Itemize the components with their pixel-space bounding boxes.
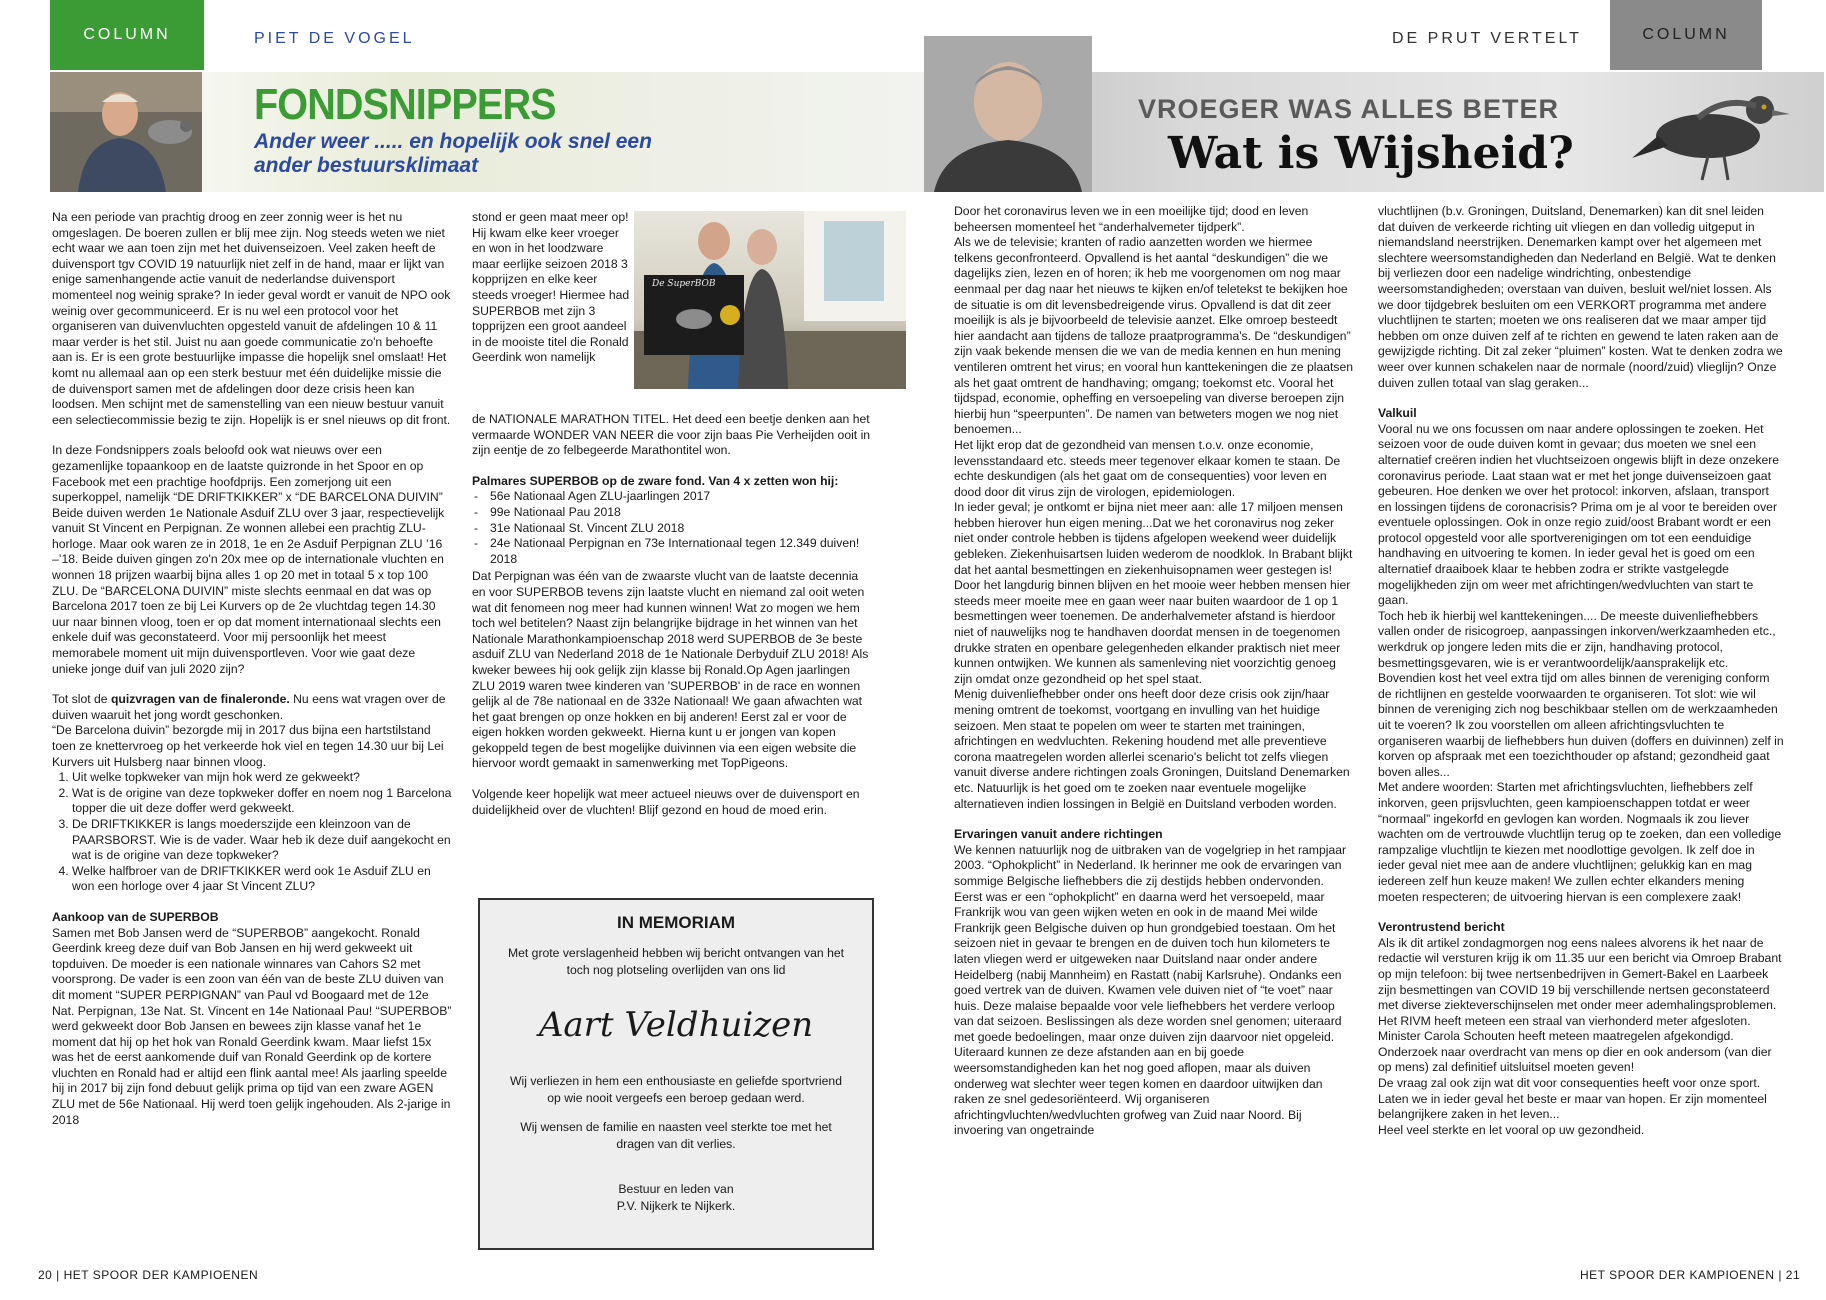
palmares-item: - 31e Nationaal St. Vincent ZLU 2018: [490, 521, 874, 537]
palmares-item: - 56e Nationaal Agen ZLU-jaarlingen 2017: [490, 489, 874, 505]
paragraph: Na een periode van prachtig droog en zeer zonnig weer is het nu omgeslagen. De boeren zullen er blij mee zijn. Nog steeds weten we niet echt waar we aan toen zijn met het duivenseizoen. Veel zaken heeft de duivensport tgv COVID 19 natuurlijk niet zelf in de hand, maar er lijkt van enige samenhangende actie vanuit de nederlandse duivensport momenteel nog weinig sprake? In ieder geval wordt er vanuit de NPO ook weinig over gecommuniceerd. Er is nu wel een protocol voor het organiseren van duivenvluchten opgesteld vanuit de afdelingen 10 & 11 maar verder is het stil. Juist nu aan goede communicatie zo'n behoefte aan is. Er is een grote bestuurlijke impasse die hopelijk snel omslaat! Het komt nu allemaal aan op een sterk bestuur met één duidelijke missie die de duivensport samen met de afdelingen door deze crisis heen kan loodsen. Men schijnt met de samenstelling van een nieuw bestuur vanuit een selectiecommissie bezig te zijn. Hopelijk is er snel nieuws op dit front.: [52, 210, 451, 427]
column-tag-text: COLUMN: [83, 26, 171, 43]
paragraph: Door het coronavirus leven we in een moeilijke tijd; dood en leven beheersen momenteel het “anderhalvemeter tijdperk”.: [954, 204, 1309, 234]
paragraph: Volgende keer hopelijk wat meer actueel nieuws over de duivensport en duidelijkheid over de vluchten! Blijf gezond en houd de moed erin.: [472, 787, 860, 817]
right-column-1: [954, 204, 1354, 1154]
right-column-2: [1378, 204, 1784, 1138]
quiz-question: 4. Welke halfbroer van de DRIFTKIKKER werd ook 1e Asduif ZLU en won een horloge over 4 jaar St Vincent ZLU?: [72, 864, 454, 895]
paragraph: “De Barcelona duivin” bezorgde mij in 2017 dus bijna een hartstilstand toen ze knettervroeg op het verkeerde hok viel en tegen 14.30 uur bij Lei Kurvers uit Hulsberg naar binnen vloog.: [52, 723, 444, 769]
text-span: Tot slot de: [52, 692, 111, 707]
memoriam-signoff-1: Bestuur en leden van: [618, 1182, 734, 1196]
quiz-question-list: [52, 770, 454, 895]
paragraph: In deze Fondsnippers zoals beloofd ook wat nieuws over een gezamenlijke topaankoop en de laatste quizronde in het Spoor en op Facebook met een prachtige hoofdprijs. Een zomerjong uit een superkoppel, namelijk “DE DRIFTKIKKER” x “DE BARCELONA DUIVIN” Beide duiven werden 1e Nationale Asduif ZLU over 3 jaar, respectievelijk vanuit St Vincent en Perpignan. Ze wonnen allebei een prachtig ZLU-horloge. Maar ook waren ze in 2018, 1e en 2e Asduif Perpignan ZLU ’16 –’18. Beide duiven gingen zo'n 20x mee op de internationale vluchten en wonnen 18 prijzen waarbij bijna alles 1 op 20 met in totaal 5 x top 100 ZLU. De “BARCELONA DUIVIN” miste slechts eenmaal en dat was op Barcelona 2017 toen ze bij Lei Kurvers op de 2e vluchtdag tegen 14.30 uur naar binnen vloog, toen er op dat moment internationaal slechts een enkele duif was geconstateerd. Voor mij persoonlijk het meest memorabele moment uit mijn duivensportleven. Voor wie gaat deze unieke jonge duif van juli 2020 zijn?: [52, 443, 445, 676]
memoriam-text-2: Wij wensen de familie en naasten veel sterkte toe met het dragen van dit verlies.: [520, 1120, 832, 1151]
photo-poster-text: De SuperBOB: [652, 279, 716, 289]
quiz-question: 1. Uit welke topkweker van mijn hok werd ze gekweekt?: [72, 770, 454, 786]
paragraph: Met andere woorden: Starten met africhtingsvluchten, liefhebbers zelf inkorven, geen prijsvluchten, geen kampioenschappen totdat er weer “normaal” ingekorfd en gevlogen kan worden. Nogmaals ik zou liever wachten om de vertrouwde vluchtlijn terug op te zoeken, dan een volledige rampzalige vluchtlijn te kiezen met noodlottige gevolgen. Ik zelf doe in ieder geval niet mee aan de andere vluchtlijnen; gelukkig kan en mag iedereen zelf hun keuze maken! We zullen echter elkanders mening moeten respecteren; de uitvoering hiervan is een complexere zaak!: [1378, 780, 1782, 904]
paragraph: Het lijkt erop dat de gezondheid van mensen t.o.v. onze economie, levensstandaard etc. steeds meer tegenover elkaar komen te staan. De echte deskundigen (als het gaat om de consequenties) voor leven en dood door dit virus zijn de virologen, epidemiologen.: [954, 437, 1341, 499]
paragraph: De vraag zal ook zijn wat dit voor consequenties heeft voor onze sport. Laten we in ieder geval het beste er maar van hopen. Er zijn momenteel belangrijkere zaken in het leven...: [1378, 1076, 1767, 1122]
paragraph: vluchtlijnen (b.v. Groningen, Duitsland, Denemarken) kan dit snel leiden dat duiven de verkeerde richting uit vliegen en dan volledig uitgeput in niemandsland neerstrijken. Denemarken kampt over het algemeen met slechtere weersomstandigheden dan Nederland en België. Wat te denken bij verliezen door een nadelige windrichting, onbestendige weersomstandigheden; overstaan van duiven, besluit wel/niet lossen. Als we door tijdgebrek besluiten om een VERKORT programma met andere vluchtlijnen te starten; moeten we ons realiseren dat we maar amper tijd hebben om onze duiven zelf af te richten en gewend te laten raken aan de gewijzigde richting. Dit zal zeker “pluimen” kosten. Wat te denken zodra we weer over kunnen schakelen naar de normale (noord/zuid) vlieglijn? Onze duiven zullen totaal van slag geraken...: [1378, 204, 1783, 390]
paragraph: de NATIONALE MARATHON TITEL. Het deed een beetje denken aan het vermaarde WONDER VAN NEER die voor zijn baas Pie Verheijden ooit in zijn eentje de zo felbegeerde Marathontitel won.: [472, 412, 871, 458]
paragraph: In ieder geval; je ontkomt er bijna niet meer aan: alle 17 miljoen mensen hebben hierover hun eigen mening...Dat we het coronavirus nog zeker niet onder controle hebben is tijdens afgelopen weekend weer duidelijk gebleken. Ziekenhuisartsen luiden wederom de noodklok. In Brabant blijkt dat het aantal besmettingen en ziekenhuisopnamen weer gestegen is! Door het langdurig binnen blijven en het mooie weer hebben mensen hier steeds meer moeite mee en gaan weer naar buiten waardoor de 1 op 1 besmettingen weer toenemen. De anderhalvemeter afstand is hierdoor niet of nauwelijks nog te handhaven doordat mensen in de toegenomen drukke straten en openbare gelegenheden elkander praktisch niet meer kunnen ontwijken. We kunnen als samenleving niet voorzichtig genoeg zijn omdat onze gezondheid op het spel staat.: [954, 500, 1353, 686]
photo-graphic: [634, 211, 906, 389]
memoriam-intro: Met grote verslagenheid hebben wij bericht ontvangen van het toch nog plotseling overlijden van ons lid: [507, 946, 845, 977]
page-footer-left: 20 | HET SPOOR DER KAMPIOENEN: [38, 1268, 259, 1282]
paragraph: Heel veel sterkte en let vooral op uw gezondheid.: [1378, 1122, 1645, 1137]
paragraph: Als we de televisie; kranten of radio aanzetten worden we hiermee telkens geconfronteerd. Opvallend is het aantal “deskundigen” die we dagelijks zien, lezen en of horen; ik heb me voorgenomen om nog maar eenmaal per dag naar het nieuws te kijken en/of teletekst te bekijken hoe de situatie is om dit levensbedreigende virus. Opvallend is dat dit zeer moeilijk is als je bijvoorbeeld de televisie aanzet. Elke omroep besteedt hier aandacht aan tijdens de talloze praatprogramma's. De “deskundigen” zijn vaak bekende mensen die we van de media kennen en hun mening ventileren omtrent het virus; en vooral hun kanttekeningen die ze plaatsen als het gaat omtrent de handhaving; omgang; toekomst etc. Vooral het tijdspad, economie, opheffing en versoepeling van diverse beroepen zijn hierbij hun “speerpunten”. De namen van betweters mogen we nog niet benoemen...: [954, 235, 1354, 437]
author-byline-right: DE PRUT VERTELT: [1392, 30, 1582, 47]
article-title-right: Wat is Wijsheid?: [1168, 128, 1574, 179]
palmares-list: [472, 489, 874, 567]
left-column-1: [52, 210, 454, 1143]
memoriam-text-1: Wij verliezen in hem een enthousiaste en geliefde sportvriend op wie nooit vergeefs een beroep gedaan werd.: [510, 1074, 842, 1105]
author-byline-left: PIET DE VOGEL: [254, 30, 415, 47]
paragraph: [52, 692, 454, 723]
paragraph: Vooral nu we ons focussen om naar andere oplossingen te zoeken. Het seizoen voor de oude duiven komt in gevaar; dus moeten we snel een alternatief creëren indien het vluchtseizoen ongewis blijft in deze onzekere coronavirus periode. Laat staan wat er met het jonge duivenseizoen gaat gebeuren. Hoe denken we over het protocol: inkorven, afslaan, transport en lossingen tijdens de coronacrisis? Prima om je al voor te bereiden over eventuele oplossingen. Ook in onze regio zuid/oost Brabant wordt er een protocol opgesteld voor alle sportverenigingen om tot een eenduidige handhaving en uitvoering te komen. In ieder geval het is goed om een alternatief draaiboek klaar te hebben zodra er strikte vastgelegde mogelijkheden zijn om weer met africhtingen/wedvluchten van start te gaan.: [1378, 421, 1780, 608]
section-heading: Verontrustend bericht: [1378, 920, 1505, 935]
section-heading: Valkuil: [1378, 406, 1417, 421]
column-tag-right: [1610, 0, 1762, 70]
palmares-heading: Palmares SUPERBOB op de zware fond. Van 4 x zetten won hij:: [472, 473, 839, 488]
left-column-2: [472, 412, 874, 833]
quiz-question: 3. De DRIFTKIKKER is langs moederszijde een kleinzoon van de PAARSBORST. Wie is de vader. Waar heb ik deze duif aangekocht en wat is de origine van deze topkweker?: [72, 817, 454, 864]
author-portrait-graphic: [50, 72, 202, 192]
text-span: Nu eens wat vragen over de duiven waaruit het jong wordt geschonken.: [52, 692, 446, 722]
memoriam-name: Aart Veldhuizen: [538, 1005, 814, 1045]
superbob-photo: [634, 211, 906, 389]
author-photo-right: [924, 36, 1092, 192]
palmares-item: - 99e Nationaal Pau 2018: [490, 505, 874, 521]
paragraph: Menig duivenliefhebber onder ons heeft door deze crisis ook zijn/haar mening omtrent de toekomst, voortgang en invulling van het huidige seizoen. Men staat te popelen om weer te starten met trainingen, africhtingen en wedvluchten. Rekening houdend met alle preventieve corona maatregelen worden allerlei scenario's belicht tot zelfs vliegen vanuit diverse andere richtingen zoals Groningen, Duitsland Denemarken etc. Natuurlijk is het goed om te zoeken naar eventuele mogelijke alternatieven indien lossingen in België en Duitsland verboden worden.: [954, 687, 1350, 811]
subtitle-line-1: Ander weer ..... en hopelijk ook snel een: [254, 130, 652, 153]
paragraph: Dat Perpignan was één van de zwaarste vlucht van de laatste decennia en voor SUPERBOB tevens zijn laatste vlucht en niemand zal ooit weten wat dit fenomeen nog meer had kunnen winnen! Wat zo mogen we hem toch wel betitelen? Naast zijn belangrijke bijdrage in het winnen van het Nationale Marathonkampioenschap 2018 werd SUPERBOB de 3e beste asduif ZLU van Nederland 2018 de 1e Nationale Derbyduif ZLU 2018! Als kweker bewees hij ook gelijk zijn klasse bij Ronald.Op Agen jaarlingen ZLU 2019 waren twee kinderen van 'SUPERBOB' in de race en wonnen gelijk al de 78e nationaal en de 332e Nationaal! We gaan afwachten wat het gaat brengen op onze hokken en bij anderen! Eerst zal er voor de eigen hokken worden gekweekt. Hierna kunt u er jongen van kopen gekoppeld tegen de best mogelijke duivinnen via een eigen website die hiervoor wordt gemaakt in samenwerking met TopPigeons.: [472, 569, 869, 771]
section-heading: Aankoop van de SUPERBOB: [52, 909, 219, 924]
memoriam-title: IN MEMORIAM: [616, 913, 736, 932]
article-title-left: FONDSNIPPERS: [254, 80, 556, 129]
paragraph: Toch heb ik hierbij wel kanttekeningen.... De meeste duivenliefhebbers vallen onder de risicogroep, aanpassingen inkorven/werkzaamheden etc., werkdruk op jongere leden mits die er zijn, handhaving protocol, besmettingsgevaren, wie is er verantwoordelijk/aansprakelijk etc. Bovendien kost het veel extra tijd om alles binnen de vereniging conform de richtlijnen en gestelde voorwaarden te organiseren. Tot slot: wie wil binnen de vereniging zich nog beschikbaar stellen om de werkzaamheden uit te voeren? Ik zou voorstellen om alleen africhtingsvluchten te organiseren waarbij de liefhebbers hun duiven (doffers en duivinnen) zelf in korven op afspraak met een toezichthouder op afstand; gezondheid gaat boven alles...: [1378, 608, 1784, 779]
paragraph: Als ik dit artikel zondagmorgen nog eens nalees alvorens ik het naar de redactie wil versturen krijg ik om 11.35 uur een bericht via Omroep Brabant op mijn telefoon: bij twee nertsenbedrijven in Gemert-Bakel en Laarbeek zijn besmettingen van COVID 19 bij verschillende nertsen geconstateerd met diverse ziekteverschijnselen met onder meer ademhalingsproblemen. Het RIVM heeft meteen een straal van vierhonderd meter afgesloten. Minister Carola Schouten heeft meteen maatregelen afgekondigd. Onderzoek naar overdracht van mens op dier en ook andersom (van dier op mens) zal definitief uitsluitsel moeten geven!: [1378, 935, 1782, 1075]
kicker-right: VROEGER WAS ALLES BETER: [1138, 94, 1560, 124]
palmares-item: - 24e Nationaal Perpignan en 73e Internationaal tegen 12.349 duiven! 2018: [490, 536, 874, 567]
paragraph: stond er geen maat meer op! Hij kwam elke keer vroeger en won in het loodzware maar eerlijke seizoen 2018 3 kopprijzen en elke keer steeds vroeger! Hiermee had SUPERBOB met zijn 3 topprijzen een groot aandeel in de mooiste titel die Ronald Geerdink won namelijk: [472, 210, 630, 365]
section-heading: Ervaringen vanuit andere richtingen: [954, 827, 1163, 842]
quiz-question: 2. Wat is de origine van deze topkweker doffer en noem nog 1 Barcelona topper die uit deze doffer werd gekweekt.: [72, 786, 454, 817]
article-subtitle-left: [254, 130, 652, 178]
text-bold: quizvragen van de finaleronde.: [110, 692, 290, 707]
page-footer-right: HET SPOOR DER KAMPIOENEN | 21: [1580, 1268, 1801, 1282]
pigeon-icon: [1628, 76, 1798, 186]
paragraph: Samen met Bob Jansen werd de “SUPERBOB” aangekocht. Ronald Geerdink kreeg deze duif van Bob Jansen en hij werd gekweekt uit topduiven. De moeder is een nationale winnares van Cahors S2 met voorsprong. De vader is een zoon van één van de beste ZLU duiven van dit moment “SUPER PERPIGNAN” van Paul vd Boogaard met de 12e Nat. Perpignan, 13e Nat. St. Vincent en 14e Nationaal Pau! “SUPERBOB” werd gekweekt door Bob Jansen en bewees zijn klasse vanaf het 1e moment dat hij op het hok van Ronald Geerdink kwam. Maar liefst 15x was het de eerst aankomende duif van Ronald Geerdink op de kortere vluchten en Ronald had er altijd een flink aantal mee! Als jaarling speelde hij in 2017 bij zijn fond debuut gelijk prima op tijd van een zware AGEN ZLU met de 56e Nationaal. Hij werd toen gelijk ingehouden. Als 2-jarige in 2018: [52, 925, 452, 1127]
in-memoriam-box: [478, 898, 874, 1250]
column-tag-text-right: COLUMN: [1642, 26, 1730, 43]
left-column-2-top: [472, 210, 632, 381]
column-tag-left: [50, 0, 204, 70]
author-photo-left: [50, 72, 202, 192]
paragraph: We kennen natuurlijk nog de uitbraken van de vogelgriep in het rampjaar 2003. “Ophokplicht” in Nederland. Ik herinner me ook de ervaringen van sommige Belgische liefhebbers die zij destijds hebben ondervonden. Eerst was er een “ophokplicht” en daarna werd het versoepeld, maar Frankrijk wou van geen wijken weten en ook in de maand Mei wilde Frankrijk geen Belgische duiven op hun grondgebied toestaan. Om het seizoen niet in gevaar te brengen en de duiven toch hun kilometers te laten vliegen werd er uitgeweken naar Duitsland naar onder andere Heidelberg (nabij Mannheim) en Rastatt (nabij Karlsruhe). Ondanks een goed vertrek van de duiven. Kwamen vele duiven niet of “te voet” naar huis. Deze malaise bepaalde voor vele liefhebbers het verdere verloop van dat seizoen. Beslissingen als deze worden snel genomen; uiteraard met goede bedoelingen, maar onze duiven zijn daarvoor niet opgeleid. Uiteraard kunnen ze deze afstanden aan en bij goede weersomstandigheden kan het nog goed aflopen, maar als duiven onderweg wat slechter weer tegen komen en daardoor uitwijken dan raken ze snel gedesoriënteerd. Wij organiseren africhtingvluchten/wedvluchten grofweg van Zuid naar Noord. Bij invoering van ongetrainde: [954, 842, 1347, 1138]
author-portrait-right-graphic: [924, 36, 1092, 192]
memoriam-signoff-2: P.V. Nijkerk te Nijkerk.: [616, 1199, 736, 1213]
subtitle-line-2: ander bestuursklimaat: [254, 154, 479, 177]
